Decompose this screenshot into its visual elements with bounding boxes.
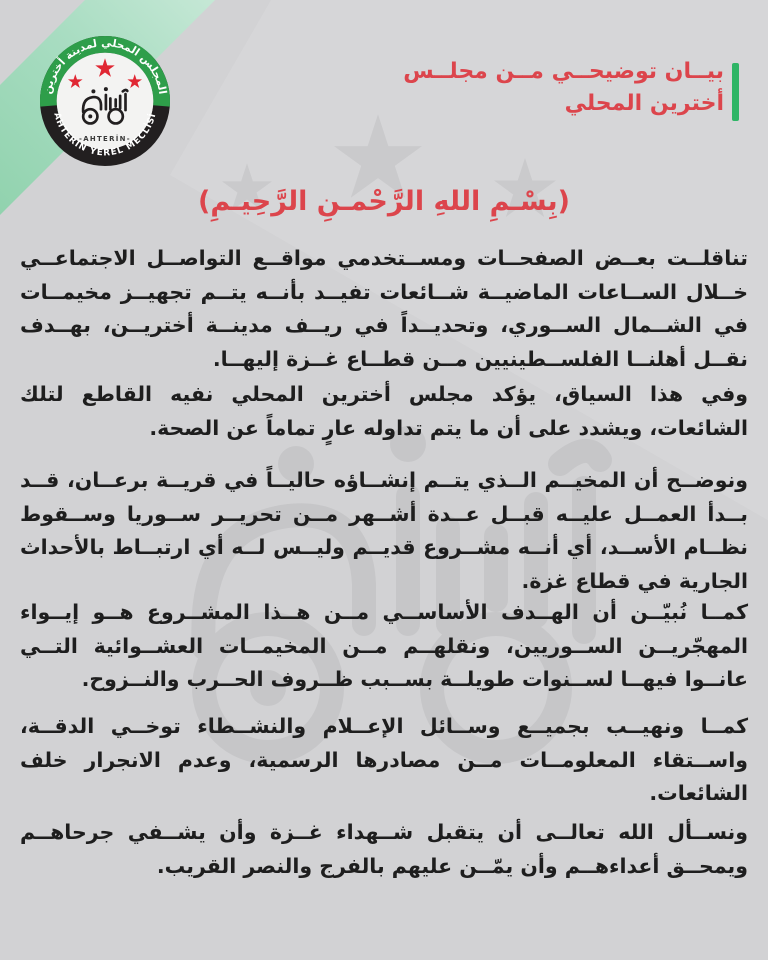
logo-arc-bottom-text: AHTERİN YEREL MECLİSİ: [51, 111, 159, 159]
statement-title-line1: بيــان توضيحــي مــن مجلــس: [403, 59, 724, 84]
council-logo: [40, 36, 170, 166]
statement-paragraph: ونوضــح أن المخيــم الــذي يتــم إنشــاؤه حاليــاً في قريــة برعــان، قــد بــدأ العمــل عليــه قبــل عــدة أشــهر مــن تحريــر ســوريا وســقوط نظــام الأســد، أي أنــه مشــروع قديــم وليــس لــه أي ارتبــاط بالأحداث الجارية في قطاع غزة.: [20, 468, 748, 593]
header-accent-bar: [732, 63, 739, 121]
statement-paragraph: تناقلــت بعــض الصفحــات ومســتخدمي مواقــع التواصــل الاجتماعــي خــلال الســاعات الماضيــة شــائعات تفيــد بأنــه يتــم تجهيــز مخيمــات في الشــمال الســوري، وتحديــداً في ريــف مدينــة أختريــن، بهــدف نقــل أهلنــا الفلســطينيين مــن قطــاع غــزة إليهــا.: [20, 246, 748, 371]
basmala-text: (بِسْـمِ اللهِ الرَّحْمـنِ الرَّحِيـمِ): [197, 186, 571, 217]
statement-title-line2: أخترين المحلي: [564, 91, 724, 116]
logo-arc-top-text: المجلس المحلي لمدينة أخترين: [40, 36, 170, 96]
statement-paragraph: كمــا ونهيــب بجميــع وســائل الإعــلام والنشــطاء توخــي الدقــة، واســتقاء المعلومــات مــن مصادرها الرسمية، وعدم الانجرار خلف الشائعات.: [20, 714, 748, 805]
statement-paragraph: كمــا نُبيّــن أن الهــدف الأساســي مــن هــذا المشــروع هــو إيــواء المهجّريــن الســوريين، ونقلهــم مــن المخيمــات العشــوائية التــي عانــوا فيهــا لســنوات طويلــة بســبب ظــروف الحــرب والنــزوح.: [20, 600, 748, 691]
statement-title: [384, 56, 724, 120]
statement-paragraph: ونســأل الله تعالــى أن يتقبل شــهداء غــزة وأن يشــفي جرحاهــم ويمحــق أعداءهــم وأن يمّــن عليهم بالفرج والنصر القريب.: [20, 820, 748, 878]
statement-paragraph: وفي هذا السياق، يؤكد مجلس أخترين المحلي نفيه القاطع لتلك الشائعات، ويشدد على أن ما يتم تداوله عارٍ تماماً عن الصحة.: [20, 382, 748, 440]
logo-inner-caption: -AHTERİN-: [79, 134, 131, 143]
